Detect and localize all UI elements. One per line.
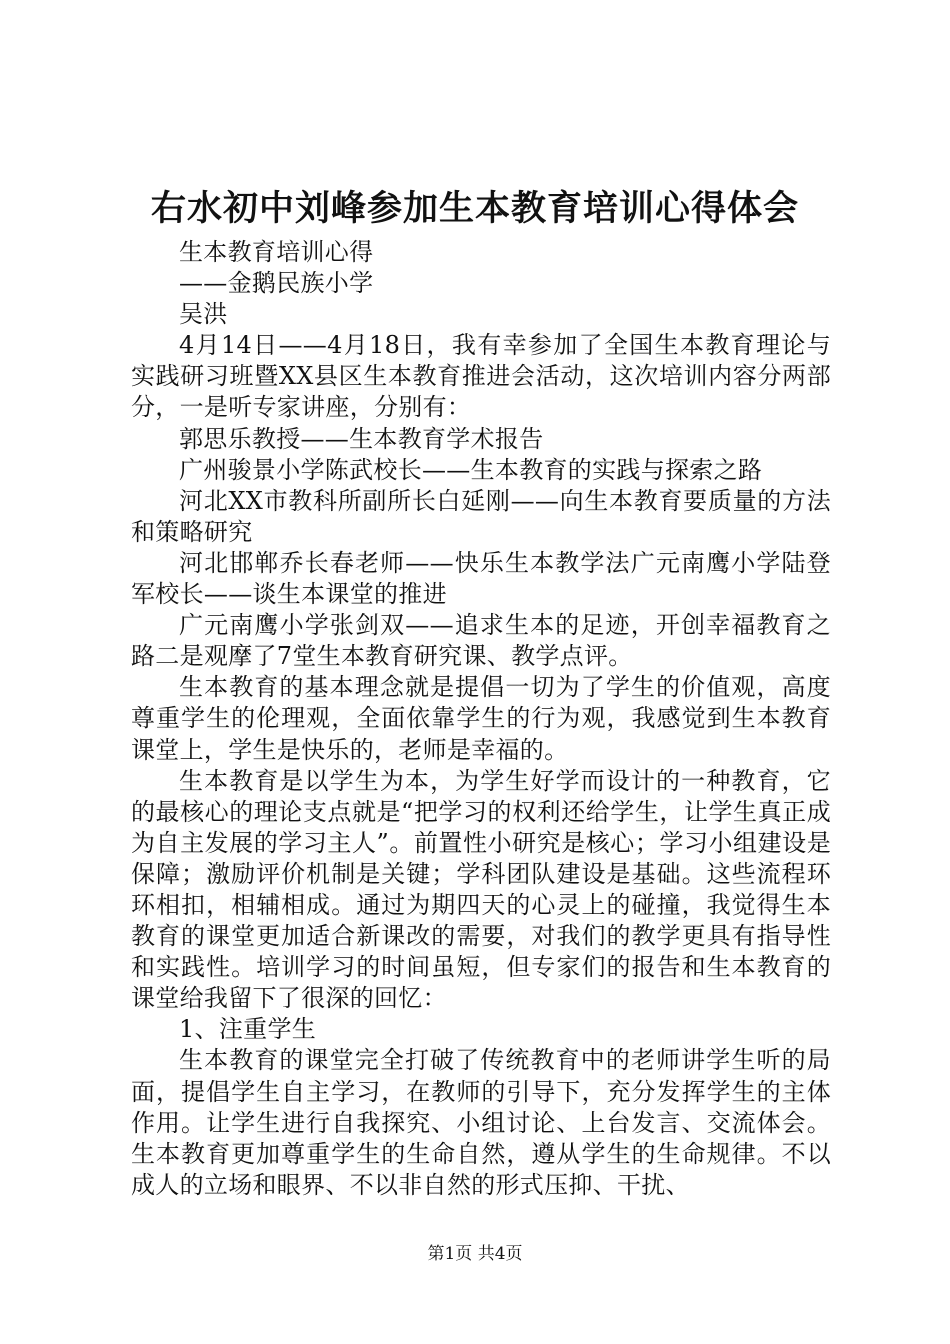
document-title: 右水初中刘峰参加生本教育培训心得体会	[150, 189, 799, 229]
paragraph: 生本教育的课堂完全打破了传统教育中的老师讲学生听的局面，提倡学生自主学习，在教师的引导下，充分发挥学生的主体作用。让学生进行自我探究、小组讨论、上台发言、交流体会。生本教育更加尊重学生的生命自然，遵从学生的生命规律。不以成人的立场和眼界、不以非自然的形式压抑、干扰、	[131, 1046, 831, 1199]
paragraph: 河北邯郸乔长春老师——快乐生本教学法广元南鹰小学陆登军校长——谈生本课堂的推进	[131, 548, 831, 609]
paragraph: 广元南鹰小学张剑双——追求生本的足迹，开创幸福教育之路二是观摩了7堂生本教育研究课、教学点评。	[131, 611, 831, 671]
paragraph-subtitle: 生本教育培训心得	[179, 238, 374, 266]
section-heading: 1、注重学生	[179, 1015, 317, 1044]
paragraph-author: 吴洪	[179, 300, 228, 329]
paragraph: 生本教育的基本理念就是提倡一切为了学生的价值观，高度尊重学生的伦理观，全面依靠学生的行为观，我感觉到生本教育课堂上，学生是快乐的，老师是幸福的。	[131, 673, 831, 764]
paragraph: 4月14日——4月18日，我有幸参加了全国生本教育理论与实践研习班暨XX县区生本教育推进会活动，这次培训内容分两部分，一是听专家讲座，分别有：	[131, 331, 831, 422]
page-footer	[0, 1242, 950, 1266]
paragraph: 河北XX市教科所副所长白延刚——向生本教育要质量的方法和策略研究	[131, 486, 831, 546]
paragraph: 生本教育是以学生为本，为学生好学而设计的一种教育，它的最核心的理论支点就是“把学习的权利还给学生，让学生真正成为自主发展的学习主人”。前置性小研究是核心；学习小组建设是保障；激励评价机制是关键；学科团队建设是基础。这些流程环环相扣，相辅相成。通过为期四天的心灵上的碰撞，我觉得生本教育的课堂更加适合新课改的需要，对我们的教学更具有指导性和实践性。培训学习的时间虽短，但专家们的报告和生本教育的课堂给我留下了很深的回忆：	[131, 766, 831, 1013]
page-number: 第1页	[427, 1244, 473, 1264]
paragraph: 郭思乐教授——生本教育学术报告	[179, 424, 544, 453]
paragraph: 广州骏景小学陈武校长——生本教育的实践与探索之路	[179, 455, 763, 484]
document-body	[131, 237, 831, 1201]
paragraph-school: ——金鹅民族小学	[179, 269, 374, 298]
page-total: 共4页	[477, 1244, 523, 1264]
